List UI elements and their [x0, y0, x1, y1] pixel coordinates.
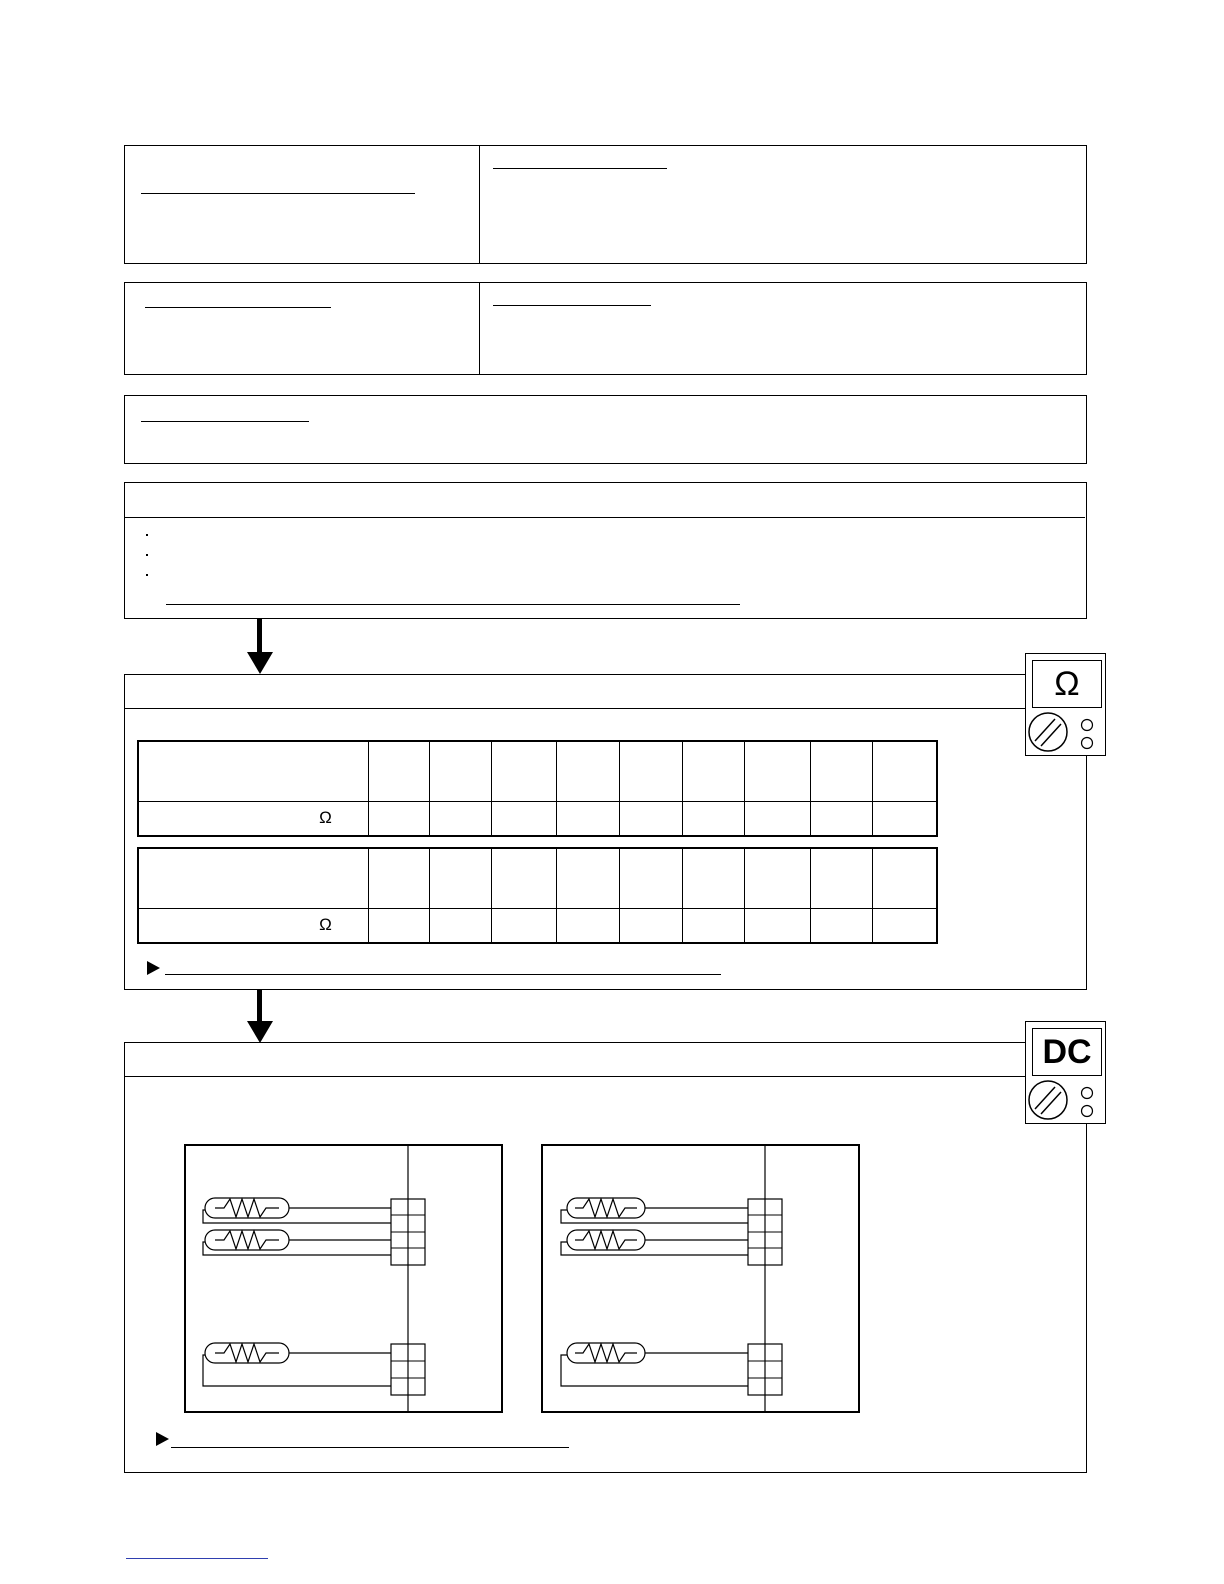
table-cell	[491, 908, 556, 943]
meter-symbol: DC	[1042, 1032, 1092, 1071]
table-cell	[368, 908, 430, 943]
thermistor-diagram-left	[184, 1144, 504, 1415]
triangle-right-icon	[147, 961, 160, 975]
header-divider	[125, 708, 1027, 709]
table-cell	[682, 801, 745, 836]
table-header-cell	[491, 848, 556, 908]
table-header-cell	[620, 741, 683, 801]
table-cell	[810, 908, 873, 943]
divider	[479, 283, 480, 374]
thermistor-icon	[567, 1230, 645, 1250]
table-header-cell	[682, 741, 745, 801]
table-cell	[491, 801, 556, 836]
table-cell	[430, 908, 492, 943]
blank-underline	[165, 974, 721, 975]
bullet	[146, 554, 148, 556]
table-header-cell	[138, 741, 368, 801]
table-header-cell	[138, 848, 368, 908]
header-divider	[125, 517, 1085, 518]
bullet	[146, 534, 148, 536]
table-cell	[873, 908, 937, 943]
table-cell	[368, 801, 430, 836]
table-cell	[430, 801, 492, 836]
blank-underline	[141, 193, 415, 194]
table-cell	[556, 801, 620, 836]
table-cell	[620, 908, 683, 943]
table-cell	[873, 801, 937, 836]
voltage-step-box	[124, 1042, 1087, 1473]
blank-underline	[141, 421, 309, 422]
table-header-cell	[873, 848, 937, 908]
blank-underline	[493, 305, 651, 306]
thermistor-icon	[205, 1198, 289, 1218]
table-header-cell	[556, 848, 620, 908]
arrow-down-icon	[257, 990, 262, 1022]
info-row-3	[124, 395, 1087, 464]
resistance-table-1	[137, 740, 938, 837]
table-header-cell	[430, 848, 492, 908]
blank-underline	[166, 604, 740, 605]
info-row-1	[124, 145, 1087, 264]
table-cell	[810, 801, 873, 836]
thermistor-diagram-right	[541, 1144, 861, 1415]
thermistor-icon	[205, 1343, 289, 1363]
ohm-unit-label: Ω	[138, 801, 368, 836]
table-header-cell	[368, 848, 430, 908]
table-header-cell	[620, 848, 683, 908]
blank-underline	[145, 307, 331, 308]
arrow-down-icon-head	[247, 1021, 273, 1043]
meter-symbol: Ω	[1054, 664, 1080, 703]
bullet	[146, 574, 148, 576]
multimeter-dc-icon	[1025, 1021, 1106, 1124]
table-header-cell	[745, 741, 811, 801]
table-header-cell	[491, 741, 556, 801]
thermistor-icon	[567, 1198, 645, 1218]
thermistor-icon	[567, 1343, 645, 1363]
table-header-cell	[810, 848, 873, 908]
blank-underline	[493, 168, 667, 169]
ohm-unit-label: Ω	[138, 908, 368, 943]
table-header-cell	[682, 848, 745, 908]
header-divider	[125, 1076, 1027, 1077]
table-cell	[745, 801, 811, 836]
triangle-right-icon	[156, 1432, 169, 1446]
table-header-cell	[745, 848, 811, 908]
table-cell	[620, 801, 683, 836]
table-cell	[556, 908, 620, 943]
meter-dial-icon	[1026, 1076, 1106, 1124]
table-header-cell	[368, 741, 430, 801]
thermistor-icon	[205, 1230, 289, 1250]
table-header-cell	[556, 741, 620, 801]
precheck-box	[124, 482, 1087, 619]
footer-link-underline[interactable]	[126, 1558, 268, 1559]
resistance-table-2	[137, 847, 938, 944]
resistance-step-box	[124, 674, 1087, 990]
arrow-down-icon-head	[247, 652, 273, 674]
blank-underline	[171, 1447, 569, 1448]
table-cell	[682, 908, 745, 943]
meter-dial-icon	[1026, 708, 1106, 756]
table-cell	[745, 908, 811, 943]
divider	[479, 146, 480, 263]
info-row-2	[124, 282, 1087, 375]
table-header-cell	[810, 741, 873, 801]
table-header-cell	[873, 741, 937, 801]
table-header-cell	[430, 741, 492, 801]
multimeter-ohm-icon	[1025, 653, 1106, 756]
arrow-down-icon	[257, 619, 262, 653]
